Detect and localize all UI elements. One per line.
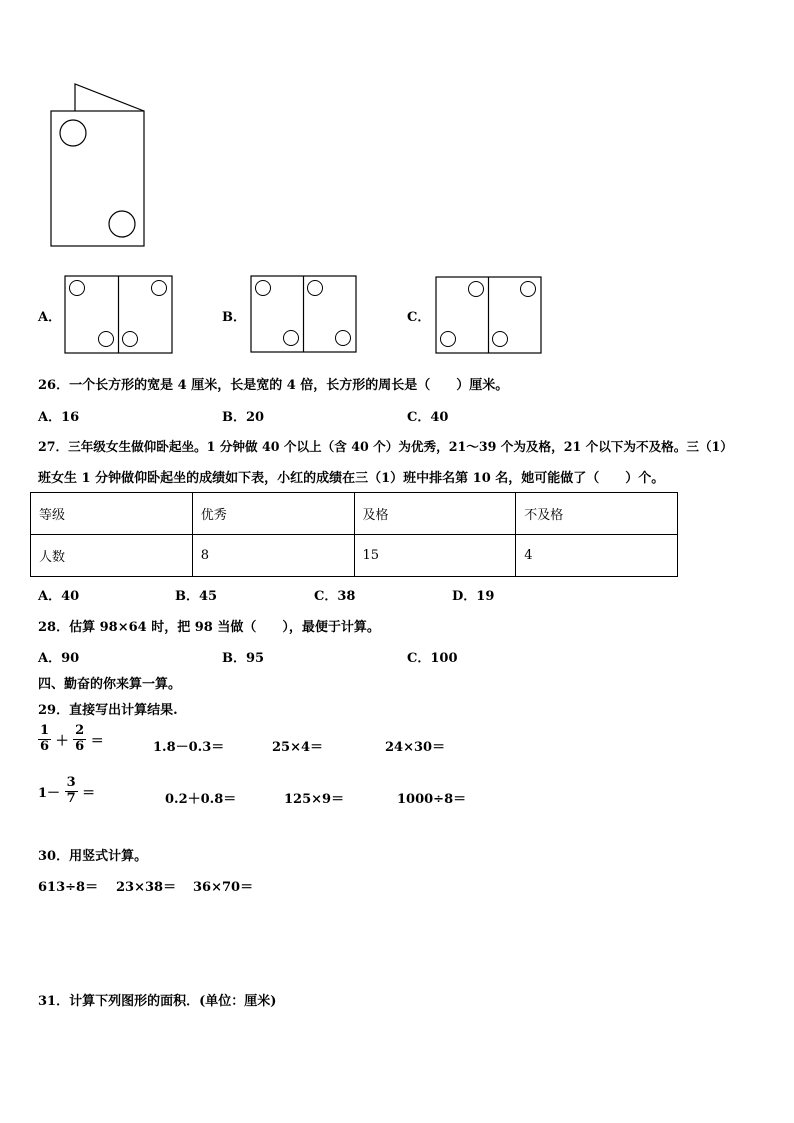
q26-stem: 26．一个长方形的宽是 4 厘米，长是宽的 4 倍，长方形的周长是（ ）厘米。 [38,378,509,393]
q27-stem-line2: 班女生 1 分钟做仰卧起坐的成绩如下表，小红的成绩在三（1）班中排名第 10 名，她可能做了（ ）个。 [38,471,665,486]
q26-option-a[interactable]: A．16 [38,410,80,425]
q28-stem: 28．估算 98×64 时，把 98 当做（ ），最便于计算。 [38,620,380,635]
table-cell: 及格 [354,493,516,535]
folded-paper-flap [75,84,144,111]
q29-item: 24×30＝ [385,740,446,755]
q27-option-c[interactable]: C．38 [314,589,356,604]
fraction [38,724,51,755]
option-a-figure[interactable] [64,275,174,355]
q30-item: 23×38＝ [116,880,177,895]
grade-table [30,492,678,577]
q29-row2-fraction-expr [38,776,95,807]
plus-sign: ＋ [55,733,69,749]
q29-item: 1.8－0.3＝ [153,740,225,755]
q29-item: 125×9＝ [284,792,345,807]
section4-title: 四、勤奋的你来算一算。 [38,677,182,692]
q26-option-b[interactable]: B．20 [222,410,265,425]
q29-item: 0.2＋0.8＝ [165,792,237,807]
q26-option-c[interactable]: C．40 [407,410,449,425]
q29-stem: 29．直接写出计算结果. [38,703,178,718]
q27-stem-line1: 27．三年级女生做仰卧起坐。1 分钟做 40 个以上（含 40 个）为优秀，21～39 个为及格，21 个以下为不及格。三（1） [38,439,733,454]
q29-row1-fraction-expr [38,724,104,755]
fraction-denominator: 6 [75,738,85,754]
option-c-label: C． [407,310,431,325]
table-cell: 8 [192,535,354,577]
fraction-denominator: 6 [40,738,50,754]
table-cell: 不及格 [516,493,678,535]
table-row [31,493,678,535]
hole-bottom-right [109,211,135,237]
fraction [65,776,78,807]
table-cell: 等级 [31,493,193,535]
option-a-label: A． [38,310,62,325]
fraction-numerator: 3 [66,775,76,790]
q27-option-a[interactable]: A．40 [38,589,80,604]
fraction-numerator: 1 [40,723,50,738]
fraction [73,724,86,755]
q27-option-b[interactable]: B．45 [175,589,218,604]
option-b-label: B． [222,310,246,325]
table-cell: 优秀 [192,493,354,535]
q28-option-c[interactable]: C．100 [407,651,458,666]
equals-sign: ＝ [82,785,96,801]
lead-term: 1－ [38,785,61,801]
q30-stem: 30．用竖式计算。 [38,849,148,864]
q31-stem: 31．计算下列图形的面积．(单位：厘米) [38,994,277,1009]
q29-item: 1000÷8＝ [397,792,467,807]
folded-paper-body [51,111,144,246]
equals-sign: ＝ [90,733,104,749]
option-b-figure[interactable] [250,275,360,355]
table-cell: 15 [354,535,516,577]
q30-item: 36×70＝ [193,880,254,895]
table-cell: 4 [516,535,678,577]
q30-item: 613÷8＝ [38,880,99,895]
q29-item: 25×4＝ [272,740,324,755]
q27-option-d[interactable]: D．19 [452,589,495,604]
table-cell: 人数 [31,535,193,577]
folded-paper-figure [0,0,794,270]
hole-top-left [60,120,86,146]
fraction-numerator: 2 [75,723,85,738]
fraction-denominator: 7 [66,790,76,806]
table-row [31,535,678,577]
q28-option-b[interactable]: B．95 [222,651,265,666]
q28-option-a[interactable]: A．90 [38,651,80,666]
option-c-figure[interactable] [435,276,545,356]
